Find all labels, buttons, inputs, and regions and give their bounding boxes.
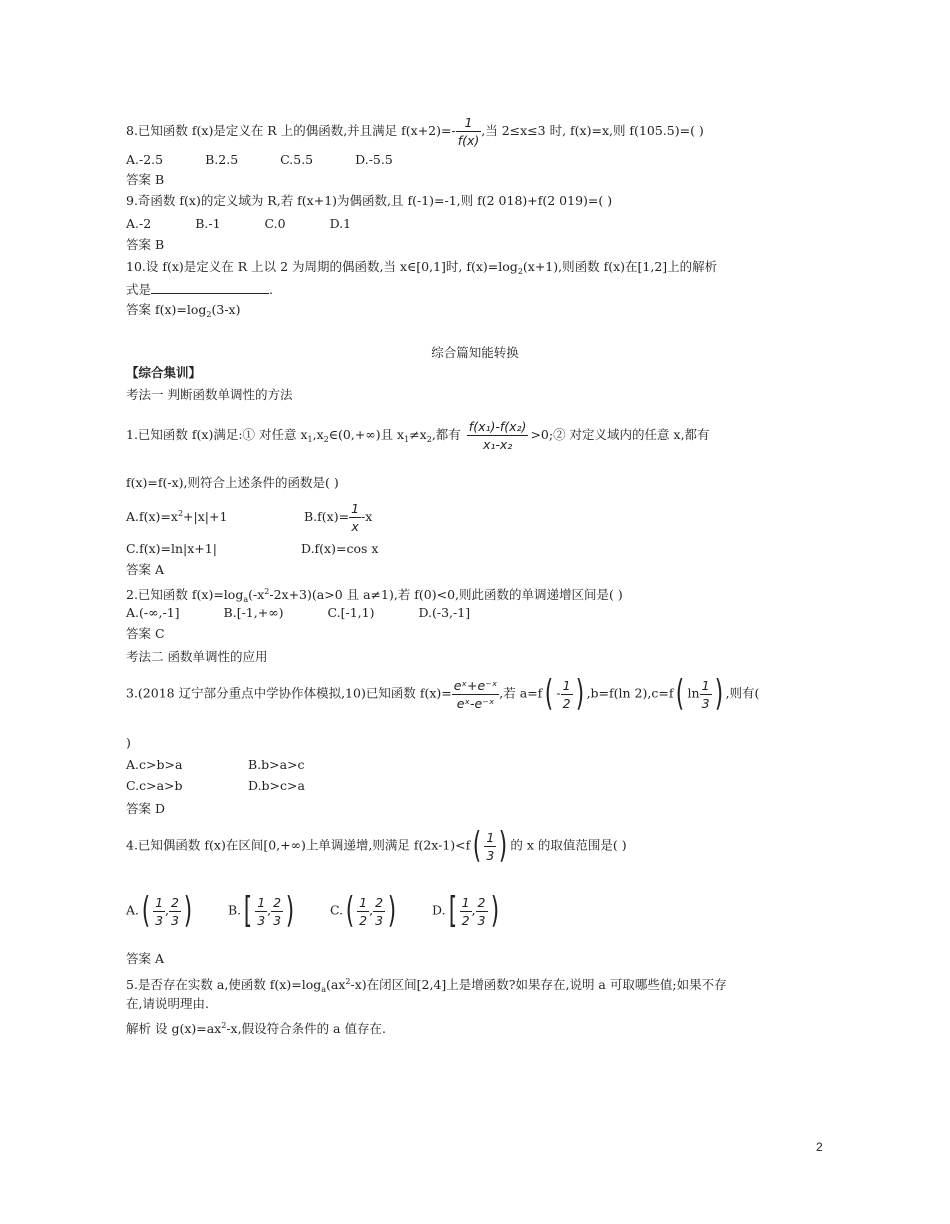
c5-analysis: 解析 设 $g(x)=ax^2-x$,假设符合条件的 a 值存在.: [126, 1021, 386, 1036]
answer-blank: [151, 281, 269, 294]
c1-fraction: $\frac{\text{f(x₁)-f(x₂)}}{\text{x₁-x₂}}$: [468, 419, 527, 452]
c2-answer: 答案 C: [126, 626, 165, 641]
c1-stem: 1.已知函数 f(x)满足:① 对任意 $x_1,x_2\in(0,+\infty)$且 $x_1\ne x_2$,都有 $\frac{\text{f(x₁)-f(x₂)}}{\text{x₁-x₂}}$ >0;② 对定义域内的任意 x,都有: [126, 419, 710, 452]
c4-option-c: C.( $\frac{1}{2}$ , $\frac{2}{3}$ ): [330, 890, 397, 931]
c1-options-ab: $A.f(x)=x^2+|x|+1$ B.f(x)= $\frac{1}{x}$ -x: [126, 501, 373, 534]
c4-option-a: A.( $\frac{1}{3}$ , $\frac{2}{3}$ ): [126, 890, 193, 931]
q8-option-c: C.5.5: [280, 152, 314, 167]
method-2-heading: 考法二 函数单调性的应用: [126, 649, 268, 664]
q10-stem: 10.设 f(x)是定义在 R 上以 2 为周期的偶函数,当 x∈[0,1]时, $f(x)=\log_2(x+1)$,则函数 f(x)在[1,2]上的解析: [126, 259, 718, 276]
q8-option-a: A.-2.5: [126, 152, 164, 167]
q8-fraction: $\frac{1}{f(x)}$: [457, 115, 480, 148]
c1-options-cd: C.f(x)=ln|x+1| D.f(x)=cos x: [126, 541, 379, 556]
q8-answer: 答案 B: [126, 172, 165, 187]
c5-stem: 5.是否存在实数 a,使函数 $f(x)=\log_a(ax^2-x)$在闭区间[2,4]上是增函数?如果存在,说明 a 可取哪些值;如果不存: [126, 977, 727, 994]
q8-option-b: B.2.5: [205, 152, 239, 167]
c4-stem: 4.已知偶函数 f(x)在区间[0,+∞)上单调递增,则满足 f(2x-1)<f( $\frac{1}{3}$ ) 的 x 的取值范围是( ): [126, 825, 627, 866]
q8-options: [126, 152, 393, 168]
q10-stem-line2: 式是 .: [126, 282, 273, 297]
c3-options-ab: A.c>b>a B.b>a>c: [126, 757, 305, 772]
c3-stem: 3.(2018 辽宁部分重点中学协作体模拟,10)已知函数 f(x)= $\frac{\text{eˣ+e⁻ˣ}}{\text{eˣ-e⁻ˣ}}$ ,若 a=f( - $\frac{1}{2}$ ) ,b=f(ln 2),c=f( ln $\frac{1}{3}$ ) ,则有(: [126, 673, 760, 714]
q10-answer: 答案 $f(x)=\log_2(3-x)$: [126, 302, 241, 319]
c4-answer: 答案 A: [126, 951, 165, 966]
page-number: 2: [816, 1140, 823, 1154]
c3-stem-line2: ): [126, 735, 131, 750]
c4-option-b: B.[ $\frac{1}{3}$ , $\frac{2}{3}$ ): [228, 890, 295, 931]
c2-options: A.(-∞,-1] B.[-1,+∞) C.[-1,1) D.(-3,-1]: [126, 605, 471, 620]
c1-answer: 答案 A: [126, 562, 165, 577]
q9-stem: 9.奇函数 f(x)的定义域为 R,若 f(x+1)为偶函数,且 f(-1)=-1,则 f(2 018)+f(2 019)=( ): [126, 193, 613, 208]
q8-option-d: D.-5.5: [355, 152, 393, 167]
q9-options: A.-2 B.-1 C.0 D.1: [126, 216, 352, 231]
method-1-heading: 考法一 判断函数单调性的方法: [126, 387, 293, 402]
c4-options: [126, 890, 502, 931]
section-subtitle: 【综合集训】: [126, 365, 202, 380]
c2-stem: 2.已知函数 $f(x)=\log_a(-x^2-2x+3)(a>0$ 且 a≠1),若 f(0)<0,则此函数的单调递增区间是( ): [126, 587, 623, 604]
q9-answer: 答案 B: [126, 237, 165, 252]
q8-stem: 8.已知函数 f(x)是定义在 R 上的偶函数,并且满足 f(x+2)=- $\frac{1}{f(x)}$ ,当 2≤x≤3 时, f(x)=x,则 f(105.5)=( ): [126, 115, 704, 148]
c4-option-d: D.[ $\frac{1}{2}$ , $\frac{2}{3}$ ): [432, 890, 499, 931]
c3-options-cd: C.c>a>b D.b>c>a: [126, 778, 305, 793]
c1-stem-line2: f(x)=f(-x),则符合上述条件的函数是( ): [126, 475, 339, 490]
c5-stem-line2: 在,请说明理由.: [126, 996, 209, 1011]
c3-answer: 答案 D: [126, 801, 165, 816]
section-title: 综合篇知能转换: [431, 345, 519, 360]
